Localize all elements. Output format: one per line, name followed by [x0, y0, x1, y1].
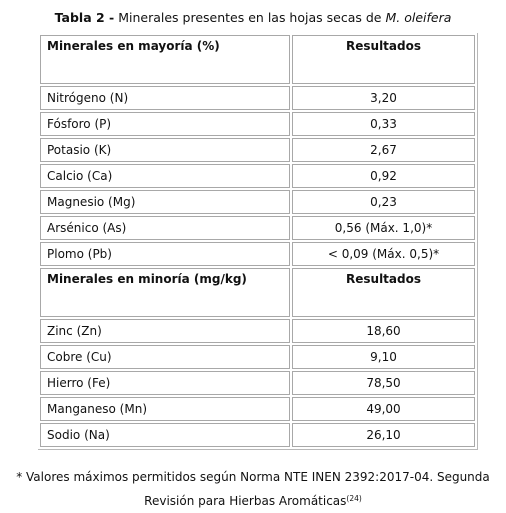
mineral-name-cell: Nitrógeno (N) — [40, 86, 290, 110]
mineral-name-cell: Arsénico (As) — [40, 216, 290, 240]
footnote-line-2 — [0, 488, 506, 512]
section-header-value: Resultados — [292, 268, 475, 317]
section-header-name: Minerales en mayoría (%) — [40, 35, 290, 84]
table-row — [40, 190, 475, 214]
footnote-line-2-text: Revisión para Hierbas Aromáticas — [144, 494, 347, 508]
table-row — [40, 112, 475, 136]
mineral-name-cell: Fósforo (P) — [40, 112, 290, 136]
table-row — [40, 319, 475, 343]
mineral-name-cell: Hierro (Fe) — [40, 371, 290, 395]
table-row — [40, 345, 475, 369]
section-header-name: Minerales en minoría (mg/kg) — [40, 268, 290, 317]
result-value-cell: 26,10 — [292, 423, 475, 447]
result-value-cell: 0,56 (Máx. 1,0)* — [292, 216, 475, 240]
mineral-name-cell: Potasio (K) — [40, 138, 290, 162]
mineral-name-cell: Manganeso (Mn) — [40, 397, 290, 421]
mineral-name-cell: Calcio (Ca) — [40, 164, 290, 188]
result-value-cell: 78,50 — [292, 371, 475, 395]
table-caption — [0, 10, 506, 25]
table-number: Tabla 2 - — [54, 10, 115, 25]
footnote — [0, 466, 506, 512]
mineral-name-cell: Cobre (Cu) — [40, 345, 290, 369]
section-header-value: Resultados — [292, 35, 475, 84]
species-name: M. oleifera — [385, 10, 452, 25]
result-value-cell: 0,33 — [292, 112, 475, 136]
table-row — [40, 242, 475, 266]
result-value-cell: 0,23 — [292, 190, 475, 214]
result-value-cell: 9,10 — [292, 345, 475, 369]
minerals-table-body — [40, 35, 475, 447]
result-value-cell: < 0,09 (Máx. 0,5)* — [292, 242, 475, 266]
result-value-cell: 3,20 — [292, 86, 475, 110]
mineral-name-cell: Zinc (Zn) — [40, 319, 290, 343]
minerals-table — [38, 33, 478, 450]
table-row — [40, 397, 475, 421]
caption-text: Minerales presentes en las hojas secas de — [118, 10, 382, 25]
result-value-cell: 0,92 — [292, 164, 475, 188]
section-header-row — [40, 268, 475, 317]
mineral-name-cell: Sodio (Na) — [40, 423, 290, 447]
footnote-reference: (24) — [346, 494, 362, 503]
table-row — [40, 164, 475, 188]
result-value-cell: 49,00 — [292, 397, 475, 421]
mineral-name-cell: Magnesio (Mg) — [40, 190, 290, 214]
table-row — [40, 138, 475, 162]
table-row — [40, 86, 475, 110]
table-row — [40, 371, 475, 395]
table-row — [40, 423, 475, 447]
table-row — [40, 216, 475, 240]
result-value-cell: 2,67 — [292, 138, 475, 162]
result-value-cell: 18,60 — [292, 319, 475, 343]
section-header-row — [40, 35, 475, 84]
footnote-line-1: * Valores máximos permitidos según Norma NTE INEN 2392:2017-04. Segunda — [16, 470, 490, 484]
mineral-name-cell: Plomo (Pb) — [40, 242, 290, 266]
